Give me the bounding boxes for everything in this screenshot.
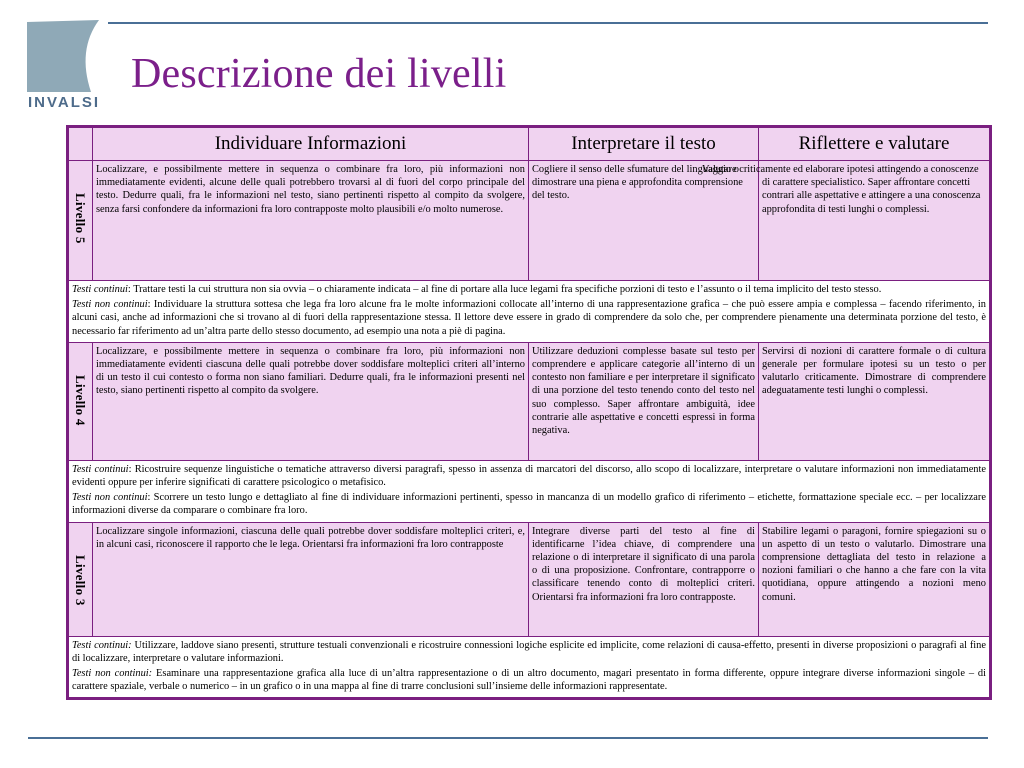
header-row xyxy=(68,127,991,161)
logo-shape-icon xyxy=(27,20,101,92)
column-header: Individuare Informazioni xyxy=(93,127,529,161)
top-divider xyxy=(108,22,988,24)
note-continui xyxy=(72,463,986,489)
note-label: Testi non continui xyxy=(72,492,148,504)
level-label-cell xyxy=(68,342,93,460)
level-cell: Localizzare, e possibilmente mettere in sequenza o combinare fra loro, più informazioni non immediatamente evidenti ciascuna delle quali potrebbe dover soddisfare molteplici criteri all’interno di un testo il cui contesto o forma non siano familiari. Dedurre quali, fra le informazioni presenti nel testo, siano pertinenti rispetto al compito da svolgere. xyxy=(93,342,529,460)
note-continui xyxy=(72,639,986,665)
level-cell: Valutare criticamente ed elaborare ipotesi attingendo a conoscenze di carattere specialistico. Saper affrontare concetti contrari alle aspettative e attingere a una conoscenza approfondita di testi lunghi o complessi. xyxy=(759,161,991,281)
notes-cell xyxy=(68,281,991,343)
level-label-cell xyxy=(68,161,93,281)
notes-cell xyxy=(68,460,991,522)
note-text: : Scorrere un testo lungo e dettagliato al fine di individuare informazioni pertinenti, spesso in mancanza di un modello grafico di riferimento – etichette, formattazione speciale ecc. – per localizzare informazioni diverse da comparare o combinare fra loro. xyxy=(72,492,986,517)
bottom-divider xyxy=(28,737,988,739)
note-non-continui xyxy=(72,491,986,517)
note-label: Testi non continui xyxy=(72,299,148,311)
notes-row xyxy=(68,281,991,343)
level-label: Livello 5 xyxy=(73,193,89,244)
level-row xyxy=(68,161,991,281)
note-label: Testi continui xyxy=(72,463,129,475)
note-non-continui xyxy=(72,667,986,693)
level-label: Livello 3 xyxy=(73,554,89,606)
note-continui xyxy=(72,283,986,296)
level-cell: Stabilire legami o paragoni, fornire spiegazioni su o un aspetto di un testo o valutarlo. Dimostrare una comprensione dettagliata del testo in relazione a nozioni familiari o che hanno a che fare con la vita quotidiana, oppure attingendo a nozioni meno comuni. xyxy=(759,522,991,636)
note-text: : Trattare testi la cui struttura non sia ovvia – o chiaramente indicata – al fine di portare alla luce legami fra specifiche porzioni di testo e l’assunto o il tema implicito del testo stesso. xyxy=(127,284,882,295)
column-header: Interpretare il testo xyxy=(529,127,759,161)
level-cell: Localizzare, e possibilmente mettere in sequenza o combinare fra loro, più informazioni non immediatamente evidenti, alcune delle quali potrebbero trovarsi al di fuori del corpo principale del testo. Dedurre quali, fra le informazioni nel testo, siano pertinenti rispetto al compito da svolgere, senza farsi confondere da informazioni fra loro contrapposte molto plausibili e/o molto numerose. xyxy=(93,161,529,281)
notes-row xyxy=(68,636,991,699)
note-text: Esaminare una rappresentazione grafica alla luce di un’altra rappresentazione o di un altro documento, magari presentato in forma differente, oppure integrare diverse informazioni singole – di carattere spaziale, verbale o numerico – in un grafico o in una mappa al fine di trarre conclusioni sull’insieme delle informazioni rappresentate. xyxy=(72,668,986,693)
note-label: Testi continui: xyxy=(72,639,132,651)
level-label: Livello 4 xyxy=(73,374,89,426)
levels-table xyxy=(66,125,992,700)
note-text: : Individuare la struttura sottesa che lega fra loro alcune fra le molte informazioni collocate all’interno di una rappresentazione grafica – che può essere ampia e complessa – facendo riferimento, in alcuni casi, anche ad informazioni che si trovano al di fuori della rappresentazione stessa. Il lettore deve essere in grado di comprendere da solo che, per comprendere pienamente una determinata porzione del testo, è necessario far riferimento ad un’altra parte dello stesso documento, ad esempio una nota a piè di pagina. xyxy=(72,299,987,337)
notes-cell xyxy=(68,636,991,699)
level-cell: Utilizzare deduzioni complesse basate sul testo per comprendere e applicare categorie all’interno di un contesto non familiare e per interpretare il significato di una porzione del testo tenendo conto del testo nel suo complesso. Saper affrontare ambiguità, idee contrarie alle aspettative e concetti espressi in forma negativa. xyxy=(529,342,759,460)
level-row xyxy=(68,342,991,460)
note-text: Utilizzare, laddove siano presenti, strutture testuali convenzionali e ricostruire connessioni logiche esplicite ed implicite, come relazioni di causa-effetto, presenti in diverse proposizioni o paragrafi al fine di localizzare, interpretare o valutare informazioni. xyxy=(72,639,986,664)
notes-row xyxy=(68,460,991,522)
level-row xyxy=(68,522,991,636)
level-cell: Localizzare singole informazioni, ciascuna delle quali potrebbe dover soddisfare molteplici criteri, e, in alcuni casi, riconoscere il rapporto che le lega. Orientarsi fra informazioni fra loro contrapposte xyxy=(93,522,529,636)
page-title: Descrizione dei livelli xyxy=(131,51,507,97)
column-header: Riflettere e valutare xyxy=(759,127,991,161)
logo-text: INVALSI xyxy=(28,94,101,111)
note-text: : Ricostruire sequenze linguistiche o tematiche attraverso diversi paragrafi, spesso in assenza di marcatori del discorso, allo scopo di localizzare, interpretare o valutare informazioni non immediatamente evidenti oppure per inferire significati di carattere psicologico o metafisico. xyxy=(72,463,986,489)
invalsi-logo xyxy=(27,20,101,111)
note-label: Testi non continui: xyxy=(72,668,153,680)
level-cell: Integrare diverse parti del testo al fine di identificarne l’idea chiave, di comprendere una relazione o di interpretare il significato di una parola o di una proposizione. Confrontare, contrapporre o classificare tenendo conto di molteplici criteri. Orientarsi fra informazioni fra loro contrapposte. xyxy=(529,522,759,636)
corner-cell xyxy=(68,127,93,161)
note-non-continui xyxy=(72,298,986,338)
level-cell: Servirsi di nozioni di carattere formale o di cultura generale per formulare ipotesi su un testo o per valutarlo criticamente. Dimostrare di comprendere adeguatamente testi lunghi o complessi. xyxy=(759,342,991,460)
level-cell: Cogliere il senso delle sfumature del linguaggio o dimostrare una piena e approfondita comprensione del testo. xyxy=(529,161,759,281)
note-label: Testi continui xyxy=(72,284,128,295)
level-label-cell xyxy=(68,522,93,636)
